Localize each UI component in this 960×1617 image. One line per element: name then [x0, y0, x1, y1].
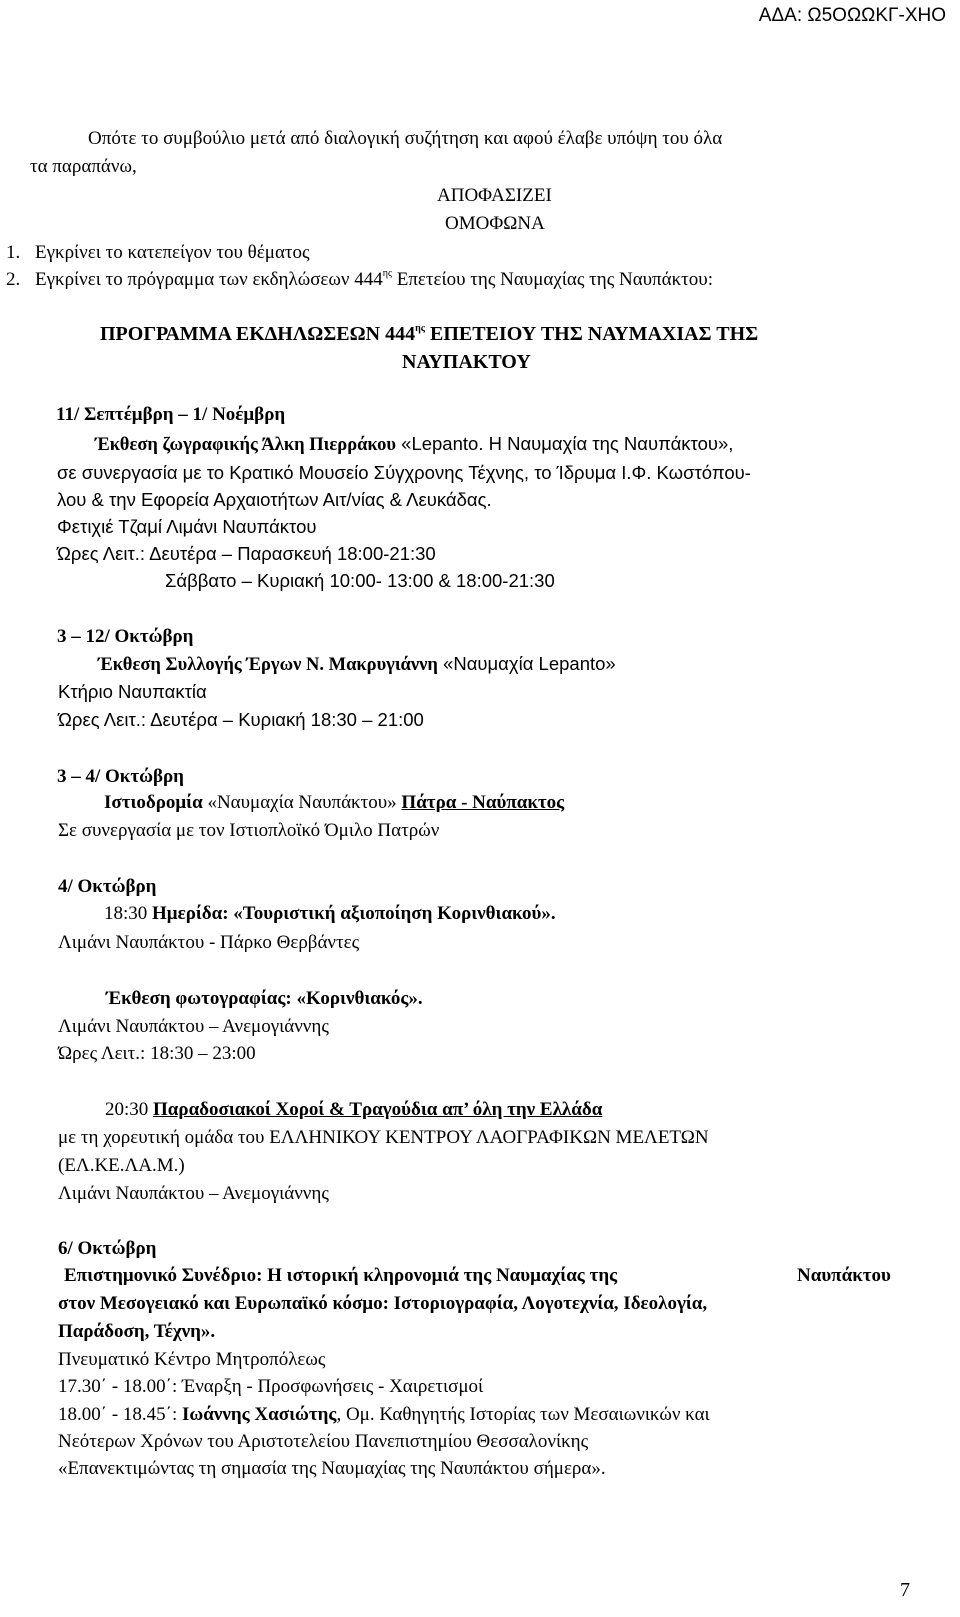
event-hours-2: Ώρες Λειτ.: Δευτέρα – Κυριακή 18:30 – 21:00	[58, 709, 424, 730]
program-title: ΠΡΟΓΡΑΜΜΑ ΕΚΔΗΛΩΣΕΩΝ $444^{\eta\varsigma}$ ΕΠΕΤΕΙΟΥ ΤΗΣ ΝΑΥΜΑΧΙΑΣ ΤΗΣ	[100, 323, 759, 345]
event-hours-1-weekend: Σάββατο – Κυριακή 10:00- 13:00 & 18:00-21:30	[165, 570, 555, 591]
schedule-row-2: 18.00΄ - 18.45΄: Ιωάννης Χασιώτης, Ομ. Καθηγητής Ιστορίας των Μεσαιωνικών και	[58, 1404, 710, 1425]
event-title-2: Έκθεση Συλλογής Έργων Ν. Μακρυγιάννη «Ναυμαχία Lepanto»	[98, 653, 616, 675]
event-desc-4c-line-3: (ΕΛ.ΚΕ.ΛΑ.Μ.)	[58, 1155, 185, 1176]
page-number: 7	[900, 1579, 910, 1601]
program-title-line-2: ΝΑΥΠΑΚΤΟΥ	[402, 351, 531, 373]
event-venue-2: Κτήριο Ναυπακτία	[58, 681, 207, 702]
event-hours-1: Ώρες Λειτ.: Δευτέρα – Παρασκευή 18:00-21:30	[57, 543, 436, 564]
decision-unanimous: ΟΜΟΦΩΝΑ	[445, 213, 545, 234]
event-date-2: 3 – 12/ Οκτώβρη	[57, 626, 194, 647]
schedule-row-1: 17.30΄ - 18.00΄: Έναρξη - Προσφωνήσεις - Χαιρετισμοί	[58, 1376, 484, 1397]
event-title-3: Ιστιοδρομία «Ναυμαχία Ναυπάκτου» Πάτρα - Ναύπακτος	[104, 792, 565, 813]
event-title-5-line-1: Επιστημονικό Συνέδριο: Η ιστορική κληρονομιά της Ναυμαχίας της	[64, 1265, 618, 1286]
event-date-3: 3 – 4/ Οκτώβρη	[57, 766, 184, 787]
intro-line-2: τα παραπάνω,	[30, 156, 137, 177]
event-title-5-line-1-end: Ναυπάκτου	[797, 1265, 891, 1286]
event-title-5-line-3: Παράδοση, Τέχνη».	[58, 1321, 216, 1342]
event-desc-3: Σε συνεργασία με τον Ιστιοπλοϊκό Όμιλο Πατρών	[58, 820, 440, 841]
document-code: ΑΔΑ: Ω5ΟΩΩΚΓ-ΧΗΟ	[758, 5, 946, 26]
event-desc-1-line-2: σε συνεργασία με το Κρατικό Μουσείο Σύγχρονης Τέχνης, το Ίδρυμα Ι.Φ. Κωστόπου-	[57, 462, 751, 483]
event-date-1: 11/ Σεπτέμβρη – 1/ Νοέμβρη	[56, 404, 286, 425]
event-title-4b: Έκθεση φωτογραφίας: «Κορινθιακός».	[106, 988, 423, 1009]
event-date-4: 4/ Οκτώβρη	[58, 876, 157, 897]
event-title-4c: 20:30 Παραδοσιακοί Χοροί & Τραγούδια απ’ όλη την Ελλάδα	[105, 1099, 603, 1120]
decision-heading: ΑΠΟΦΑΣΙΖΕΙ	[437, 185, 552, 206]
event-desc-4c-line-2: με τη χορευτική ομάδα του ΕΛΛΗΝΙΚΟΥ ΚΕΝΤΡΟΥ ΛΑΟΓΡΑΦΙΚΩΝ ΜΕΛΕΤΩΝ	[58, 1127, 709, 1148]
event-venue-1: Φετιχιέ Τζαμί Λιμάνι Ναυπάκτου	[57, 516, 317, 537]
list-number-1: 1.	[6, 242, 21, 263]
event-title-1: Έκθεση ζωγραφικής Άλκη Πιερράκου «Lepanto. Η Ναυμαχία της Ναυπάκτου»,	[95, 433, 734, 455]
schedule-row-3: Νεότερων Χρόνων του Αριστοτελείου Πανεπιστημίου Θεσσαλονίκης	[58, 1431, 589, 1452]
event-title-4a: 18:30 Ημερίδα: «Τουριστική αξιοποίηση Κορινθιακού».	[104, 903, 556, 924]
list-item-1: Εγκρίνει το κατεπείγον του θέματος	[35, 242, 310, 263]
event-venue-5: Πνευματικό Κέντρο Μητροπόλεως	[58, 1349, 326, 1370]
intro-line-1: Οπότε το συμβούλιο μετά από διαλογική συζήτηση και αφού έλαβε υπόψη του όλα	[88, 128, 723, 149]
list-number-2: 2.	[6, 269, 21, 290]
event-title-5-line-2: στον Μεσογειακό και Ευρωπαϊκό κόσμο: Ιστοριογραφία, Λογοτεχνία, Ιδεολογία,	[58, 1293, 708, 1314]
event-desc-1-line-3: λου & την Εφορεία Αρχαιοτήτων Αιτ/νίας & Λευκάδας.	[57, 489, 492, 510]
event-venue-4a: Λιμάνι Ναυπάκτου - Πάρκο Θερβάντες	[58, 932, 360, 953]
event-date-5: 6/ Οκτώβρη	[58, 1238, 157, 1259]
event-venue-4b: Λιμάνι Ναυπάκτου – Ανεμογιάννης	[58, 1016, 329, 1037]
event-venue-4c: Λιμάνι Ναυπάκτου – Ανεμογιάννης	[58, 1183, 329, 1204]
list-item-2: Εγκρίνει το πρόγραμμα των εκδηλώσεων $444^{\eta\varsigma}$ Επετείου της Ναυμαχίας της Ναυπάκτου:	[35, 268, 713, 290]
event-hours-4b: Ώρες Λειτ.: 18:30 – 23:00	[58, 1043, 256, 1064]
schedule-row-4: «Επανεκτιμώντας τη σημασία της Ναυμαχίας της Ναυπάκτου σήμερα».	[58, 1458, 606, 1479]
